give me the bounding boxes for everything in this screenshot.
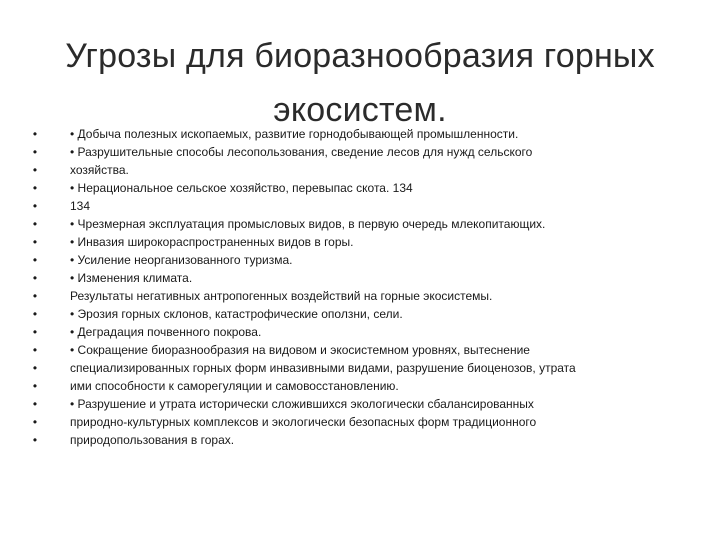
list-item-text: • Разрушительные способы лесопользования, сведение лесов для нужд сельского [70,145,533,159]
list-item-text: • Эрозия горных склонов, катастрофические оползни, сели. [70,307,403,321]
bullet-icon: • [32,127,38,141]
list-item-text: • Деградация почвенного покрова. [70,325,262,339]
list-item-text: • Добыча полезных ископаемых, развитие горнодобывающей промышленности. [70,127,519,141]
bullet-icon: • [32,145,38,159]
bullet-icon: • [32,379,38,393]
list-item-text: • Нерациональное сельское хозяйство, перевыпас скота. 134 [70,181,413,195]
list-item [30,269,710,287]
list-item [30,341,710,359]
list-item-text: ими способности к саморегуляции и самовосстановлению. [70,379,399,393]
list-item [30,125,710,143]
list-item [30,395,710,413]
list-item [30,377,710,395]
list-item [30,323,710,341]
list-item [30,197,710,215]
slide-title [20,29,700,137]
list-item [30,305,710,323]
list-item [30,413,710,431]
list-item [30,179,710,197]
bullet-list [30,125,710,449]
bullet-icon: • [32,343,38,357]
bullet-icon: • [32,397,38,411]
list-item-text: • Разрушение и утрата исторически сложившихся экологически сбалансированных [70,397,534,411]
bullet-icon: • [32,361,38,375]
list-item-text: 134 [70,199,91,213]
bullet-icon: • [32,217,38,231]
list-item [30,161,710,179]
slide-title-line-2: экосистем. [273,90,447,129]
bullet-icon: • [32,271,38,285]
bullet-icon: • [32,163,38,177]
list-item-text: Результаты негативных антропогенных воздействий на горные экосистемы. [70,289,493,303]
bullet-icon: • [32,199,38,213]
bullet-icon: • [32,307,38,321]
bullet-icon: • [32,433,38,447]
bullet-icon: • [32,235,38,249]
bullet-icon: • [32,253,38,267]
bullet-icon: • [32,415,38,429]
list-item [30,251,710,269]
list-item-text: • Сокращение биоразнообразия на видовом и экосистемном уровнях, вытеснение [70,343,530,357]
list-item [30,143,710,161]
list-item-text: • Чрезмерная эксплуатация промысловых видов, в первую очередь млекопитающих. [70,217,546,231]
list-item-text: специализированных горных форм инвазивными видами, разрушение биоценозов, утрата [70,361,576,375]
list-item [30,431,710,449]
slide-title-line-1: Угрозы для биоразнообразия горных [65,36,655,75]
bullet-icon: • [32,181,38,195]
list-item-text: • Изменения климата. [70,271,193,285]
list-item-text: природопользования в горах. [70,433,235,447]
list-item-text: хозяйства. [70,163,129,177]
list-item-text: • Усиление неорганизованного туризма. [70,253,293,267]
list-item [30,215,710,233]
list-item [30,359,710,377]
list-item-text: природно-культурных комплексов и экологически безопасных форм традиционного [70,415,537,429]
bullet-icon: • [32,325,38,339]
list-item [30,287,710,305]
bullet-icon: • [32,289,38,303]
list-item-text: • Инвазия широкораспространенных видов в горы. [70,235,354,249]
list-item [30,233,710,251]
